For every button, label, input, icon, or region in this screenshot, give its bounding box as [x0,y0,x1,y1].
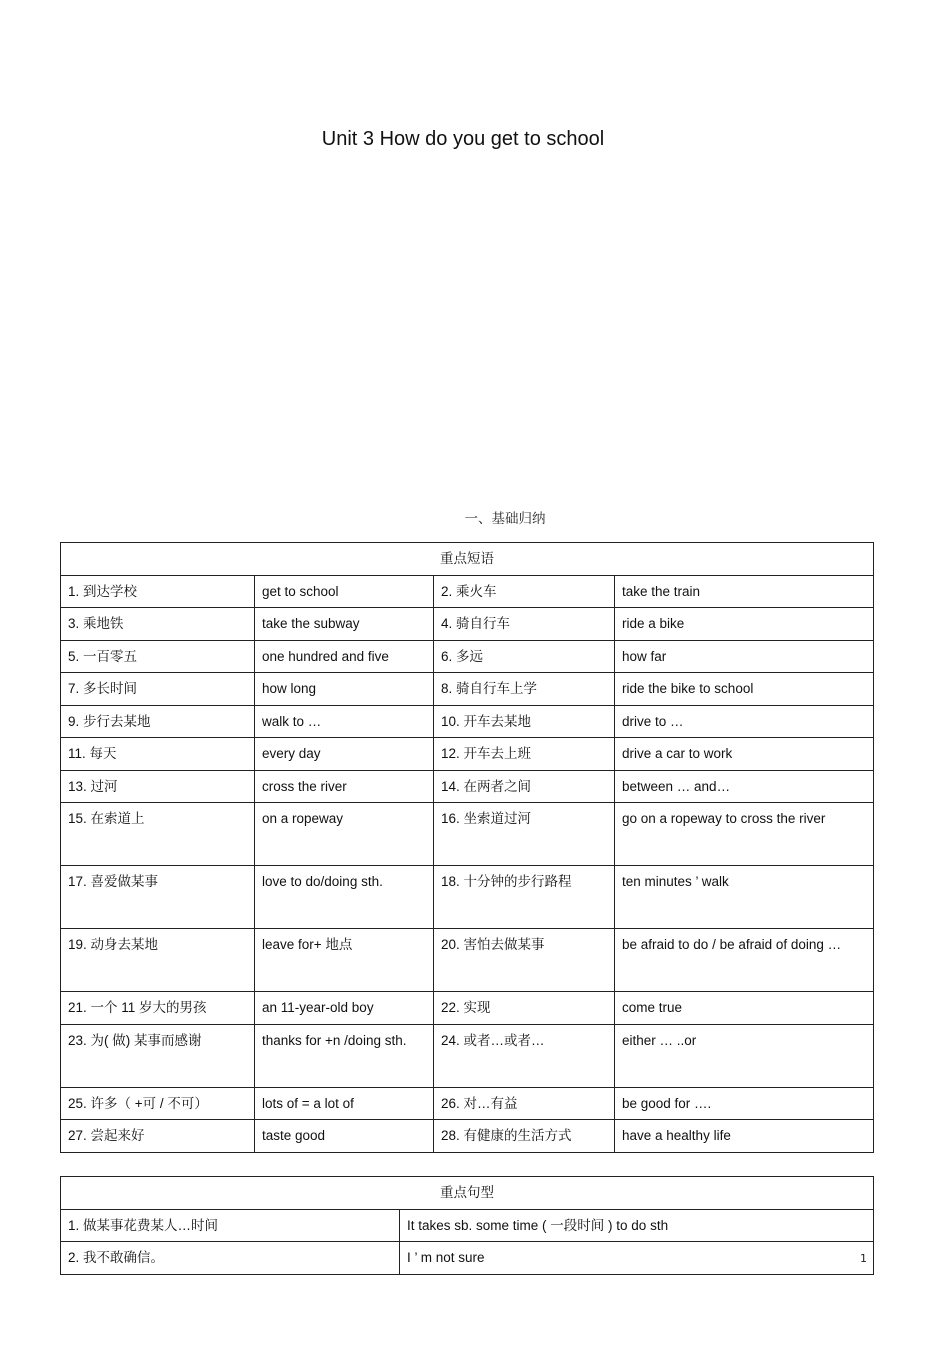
phrase-english: taste good [255,1120,434,1153]
phrase-chinese: 17. 喜爱做某事 [61,866,255,929]
sentence-chinese: 2. 我不敢确信。 [61,1242,400,1275]
phrase-english: ride the bike to school [615,673,874,706]
phrase-english: how far [615,640,874,673]
section-heading: 一、基础归纳 [464,511,546,527]
phrase-chinese: 8. 骑自行车上学 [434,673,615,706]
phrase-chinese: 24. 或者…或者… [434,1024,615,1087]
table-row [61,992,874,1025]
phrase-english: drive a car to work [615,738,874,771]
phrase-chinese: 9. 步行去某地 [61,705,255,738]
phrase-chinese: 12. 开车去上班 [434,738,615,771]
phrase-chinese: 14. 在两者之间 [434,770,615,803]
phrase-english: come true [615,992,874,1025]
table-row [61,866,874,929]
phrases-header-row [61,543,874,576]
table-row [61,1024,874,1087]
table-row [61,640,874,673]
phrase-chinese: 27. 尝起来好 [61,1120,255,1153]
phrase-chinese: 3. 乘地铁 [61,608,255,641]
sentence-english: I ’ m not sure [400,1242,874,1275]
phrase-chinese: 16. 坐索道过河 [434,803,615,866]
page-number: 1 [860,1252,867,1265]
table-row [61,738,874,771]
page-title: Unit 3 How do you get to school [321,128,605,150]
table-row [61,673,874,706]
sentences-table [60,1176,874,1275]
table-row [61,1087,874,1120]
table-row [61,803,874,866]
phrase-chinese: 15. 在索道上 [61,803,255,866]
phrase-chinese: 6. 多远 [434,640,615,673]
phrase-english: on a ropeway [255,803,434,866]
sentence-chinese: 1. 做某事花费某人…时间 [61,1209,400,1242]
phrase-chinese: 10. 开车去某地 [434,705,615,738]
phrase-chinese: 23. 为( 做) 某事而感谢 [61,1024,255,1087]
phrase-chinese: 13. 过河 [61,770,255,803]
phrase-chinese: 22. 实现 [434,992,615,1025]
phrase-chinese: 11. 每天 [61,738,255,771]
phrases-table [60,542,874,1153]
sentence-english: It takes sb. some time ( 一段时间 ) to do sth [400,1209,874,1242]
phrase-chinese: 18. 十分钟的步行路程 [434,866,615,929]
phrase-english: love to do/doing sth. [255,866,434,929]
phrase-english: one hundred and five [255,640,434,673]
sentences-header-row [61,1177,874,1210]
table-row [61,575,874,608]
phrase-english: be good for …. [615,1087,874,1120]
phrase-english: be afraid to do / be afraid of doing … [615,929,874,992]
phrase-english: how long [255,673,434,706]
table-row [61,1242,874,1275]
phrase-english: have a healthy life [615,1120,874,1153]
phrase-english: either … ..or [615,1024,874,1087]
phrase-english: an 11-year-old boy [255,992,434,1025]
phrases-header: 重点短语 [61,543,874,576]
table-row [61,705,874,738]
phrase-chinese: 19. 动身去某地 [61,929,255,992]
phrase-chinese: 26. 对…有益 [434,1087,615,1120]
phrase-english: thanks for +n /doing sth. [255,1024,434,1087]
phrase-english: go on a ropeway to cross the river [615,803,874,866]
phrase-chinese: 2. 乘火车 [434,575,615,608]
phrase-chinese: 21. 一个 11 岁大的男孩 [61,992,255,1025]
table-row [61,608,874,641]
phrase-english: drive to … [615,705,874,738]
phrase-english: between … and… [615,770,874,803]
phrase-chinese: 1. 到达学校 [61,575,255,608]
table-row [61,770,874,803]
table-row [61,1120,874,1153]
phrase-english: cross the river [255,770,434,803]
phrase-english: every day [255,738,434,771]
phrase-chinese: 28. 有健康的生活方式 [434,1120,615,1153]
sentences-header: 重点句型 [61,1177,874,1210]
phrase-english: walk to … [255,705,434,738]
phrase-english: ten minutes ’ walk [615,866,874,929]
phrase-english: take the train [615,575,874,608]
phrase-chinese: 5. 一百零五 [61,640,255,673]
phrase-english: get to school [255,575,434,608]
phrase-english: ride a bike [615,608,874,641]
phrase-chinese: 4. 骑自行车 [434,608,615,641]
phrase-chinese: 20. 害怕去做某事 [434,929,615,992]
table-row [61,929,874,992]
phrase-english: leave for+ 地点 [255,929,434,992]
phrase-chinese: 25. 许多（ +可 / 不可） [61,1087,255,1120]
phrase-english: take the subway [255,608,434,641]
table-row [61,1209,874,1242]
phrase-chinese: 7. 多长时间 [61,673,255,706]
phrase-english: lots of = a lot of [255,1087,434,1120]
